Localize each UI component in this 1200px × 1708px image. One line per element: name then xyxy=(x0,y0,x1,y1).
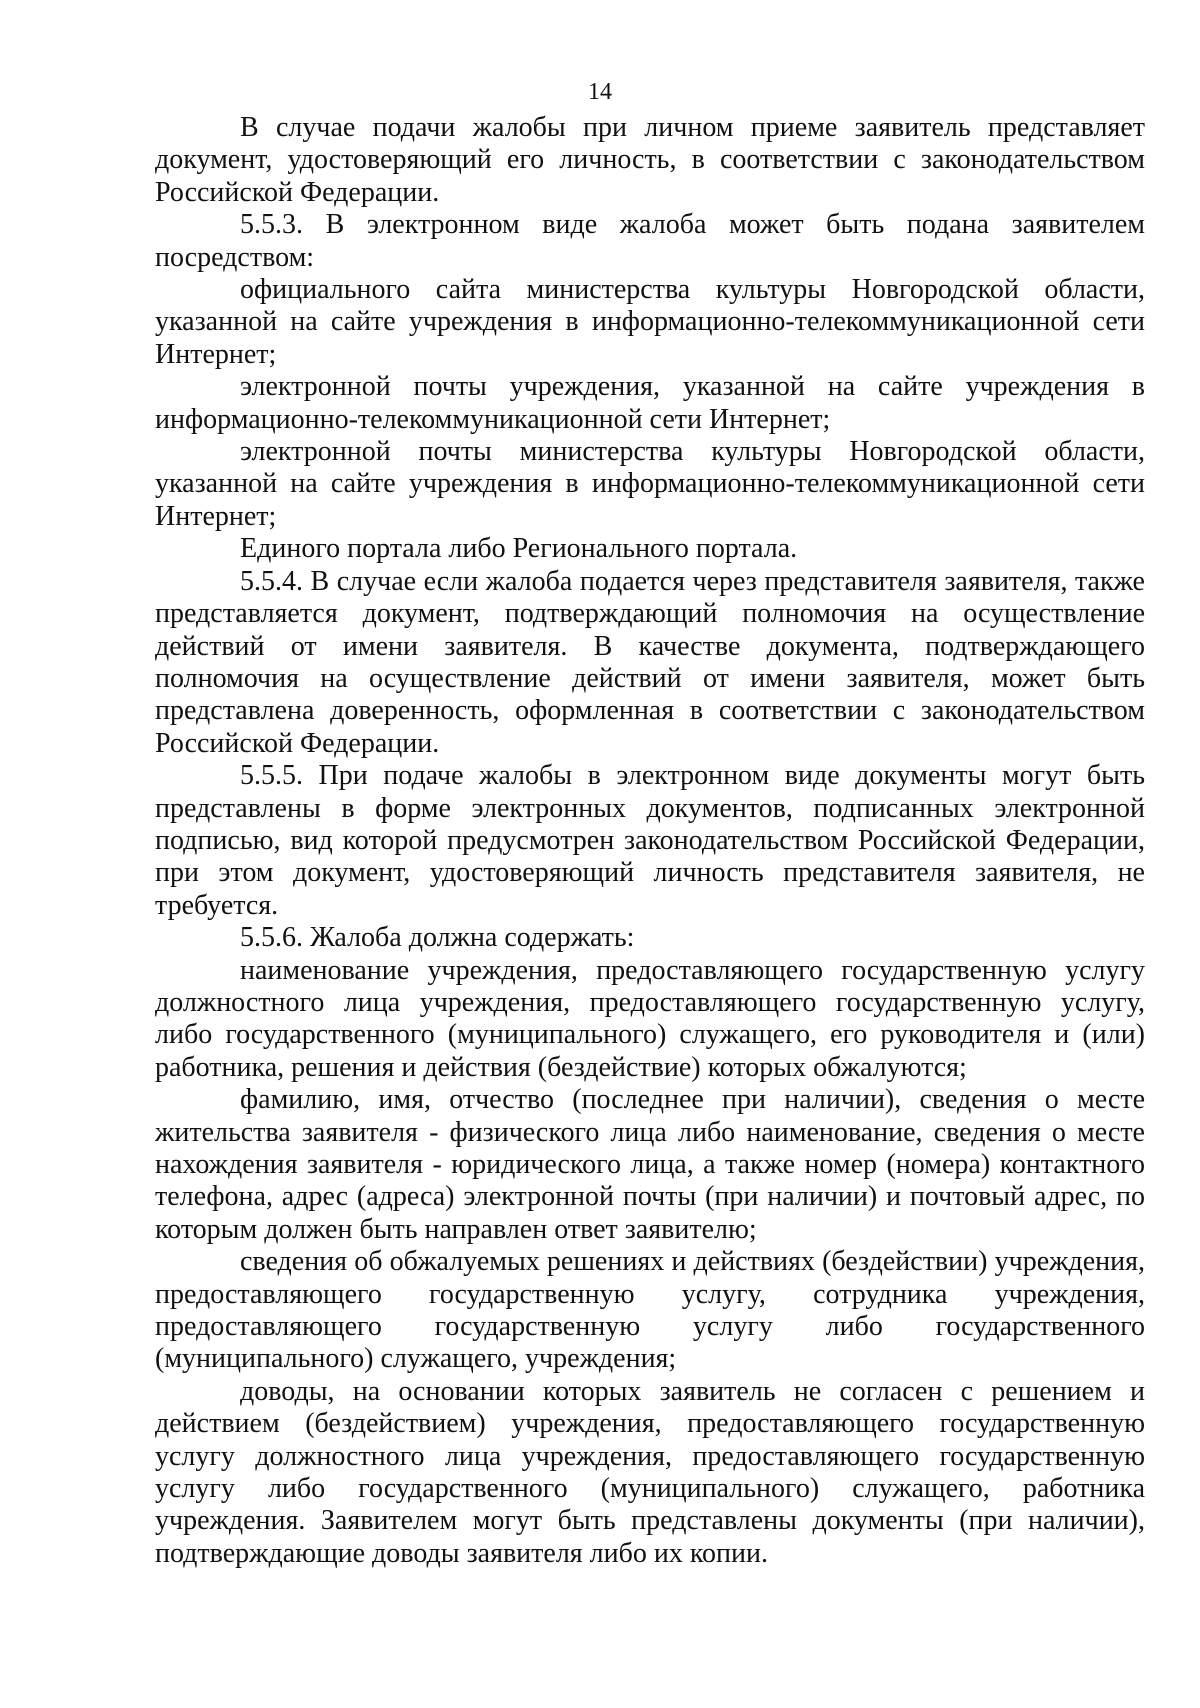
paragraph-5-5-5: 5.5.5. При подаче жалобы в электронном виде документы могут быть представлены в форме электронных документов, подписанных электронной подписью, вид которой предусмотрен законодательством Российской Федерации, при этом документ, удостоверяющий личность представителя заявителя, не требуется. xyxy=(155,760,1145,921)
list-item-institution-email: электронной почты учреждения, указанной на сайте учреждения в информационно-телекоммуникационной сети Интернет; xyxy=(155,371,1145,435)
paragraph-personal-reception: В случае подачи жалобы при личном приеме заявитель представляет документ, удостоверяющий его личность, в соответствии с законодательством Российской Федерации. xyxy=(155,112,1145,208)
list-item-institution-name: наименование учреждения, предоставляющего государственную услугу должностного лица учреждения, предоставляющего государственную услугу, либо государственного (муниципального) служащего, его руководителя и (или) работника, решения и действия (бездействие) которых обжалуются; xyxy=(155,954,1145,1083)
paragraph-5-5-6: 5.5.6. Жалоба должна содержать: xyxy=(240,922,635,954)
list-item-arguments: доводы, на основании которых заявитель не согласен с решением и действием (бездействием) учреждения, предоставляющего государственную услугу должностного лица учреждения, предоставляющего государственную услугу либо государственного (муниципального) служащего, работника учреждения. Заявителем могут быть представлены документы (при наличии), подтверждающие доводы заявителя либо их копии. xyxy=(155,1375,1145,1569)
document-body xyxy=(155,112,1145,1570)
paragraph-5-5-4: 5.5.4. В случае если жалоба подается через представителя заявителя, также представляется документ, подтверждающий полномочия на осуществление действий от имени заявителя. В качестве документа, подтверждающего полномочия на осуществление действий от имени заявителя, может быть представлена доверенность, оформленная в соответствии с законодательством Российской Федерации. xyxy=(155,565,1145,759)
list-item-portals: Единого портала либо Регионального портала. xyxy=(240,533,798,565)
list-item-appealed-decisions: сведения об обжалуемых решениях и действиях (бездействии) учреждения, предоставляющего государственную услугу, сотрудника учреждения, предоставляющего государственную услугу либо государственного (муниципального) служащего, учреждения; xyxy=(155,1246,1145,1375)
page-number: 14 xyxy=(588,79,612,105)
list-item-ministry-site: официального сайта министерства культуры Новгородской области, указанной на сайте учреждения в информационно-телекоммуникационной сети Интернет; xyxy=(155,274,1145,370)
list-item-applicant-details: фамилию, имя, отчество (последнее при наличии), сведения о месте жительства заявителя - физического лица либо наименование, сведения о месте нахождения заявителя - юридического лица, а также номер (номера) контактного телефона, адрес (адреса) электронной почты (при наличии) и почтовый адрес, по которым должен быть направлен ответ заявителю; xyxy=(155,1084,1145,1245)
list-item-ministry-email: электронной почты министерства культуры Новгородской области, указанной на сайте учреждения в информационно-телекоммуникационной сети Интернет; xyxy=(155,436,1145,532)
paragraph-5-5-3: 5.5.3. В электронном виде жалоба может быть подана заявителем посредством: xyxy=(155,209,1145,273)
